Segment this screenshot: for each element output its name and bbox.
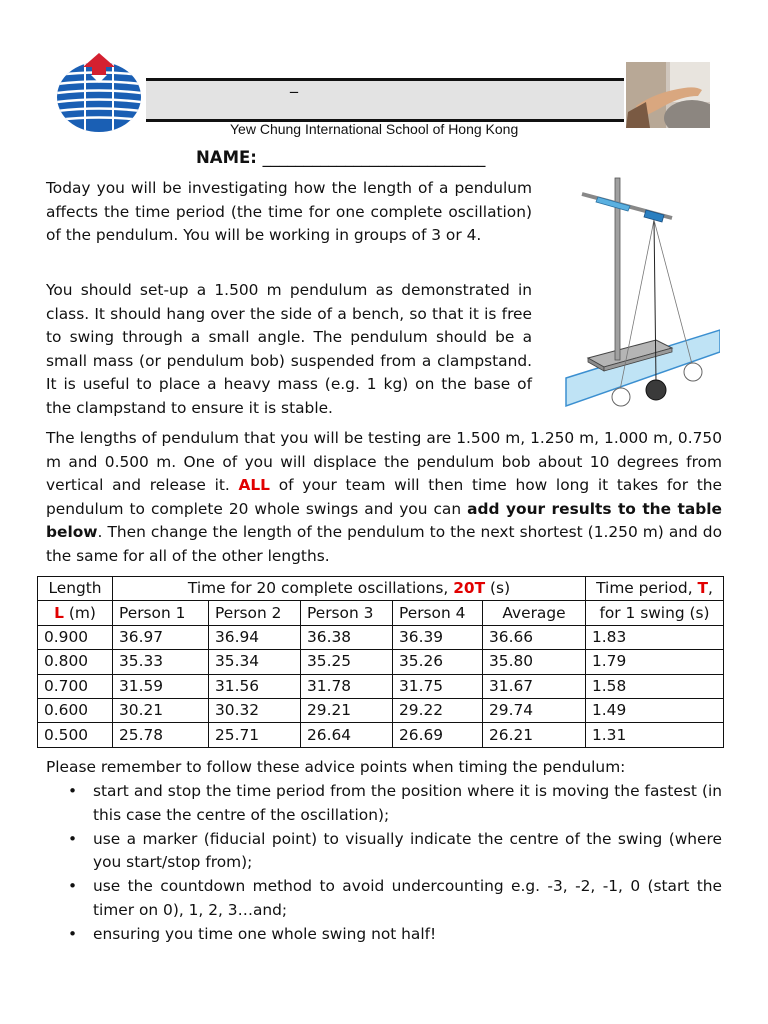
- time-header-symbol: 20T: [453, 579, 486, 598]
- advice-point-text: use a marker (fiducial point) to visually indicate the centre of the swing (where you start/stop from);: [93, 829, 722, 872]
- length-header: [38, 577, 113, 601]
- average-cell[interactable]: 35.80: [483, 650, 586, 674]
- person-4-cell[interactable]: 29.22: [393, 698, 483, 722]
- person-1-header: Person 1: [113, 601, 209, 625]
- person-1-cell[interactable]: 31.59: [113, 674, 209, 698]
- instructions-text-3: . Then change the length of the pendulum to the next shortest (1.250 m) and do the same for all of the other lengths.: [46, 523, 722, 565]
- advice-point-text: start and stop the time period from the position where it is moving the fastest (in this case the centre of the oscillation);: [93, 782, 722, 824]
- period-cell[interactable]: 1.58: [586, 674, 724, 698]
- time-header-unit: (s): [490, 579, 511, 598]
- person-4-cell[interactable]: 31.75: [393, 674, 483, 698]
- all-emphasis: ALL: [238, 476, 270, 495]
- length-symbol: L: [54, 603, 64, 622]
- period-header-comma: ,: [707, 579, 713, 598]
- list-item: [62, 875, 722, 922]
- length-cell[interactable]: 0.900: [38, 625, 113, 649]
- intro-paragraph-1: Today you will be investigating how the length of a pendulum affects the time period (the time for one complete oscillation) of the pendulum. You will be working in groups of 3 or 4.: [46, 179, 532, 245]
- length-cell[interactable]: 0.800: [38, 650, 113, 674]
- person-2-cell[interactable]: 35.34: [209, 650, 301, 674]
- person-3-cell[interactable]: 29.21: [301, 698, 393, 722]
- person-2-cell[interactable]: 25.71: [209, 723, 301, 747]
- intro-paragraph-2: You should set-up a 1.500 m pendulum as demonstrated in class. It should hang over the side of a bench, so that it is free to swing through a small angle. The pendulum should be a small mass (or pendulum bob) suspended from a clampstand. It is useful to place a heavy mass (e.g. 1 kg) on the base of the clampstand to ensure it is stable.: [46, 281, 532, 417]
- person-2-cell[interactable]: 30.32: [209, 698, 301, 722]
- bullet: •: [68, 829, 78, 848]
- school-logo: [55, 53, 143, 133]
- instructions-text-1: The lengths of pendulum that you will be testing are 1.500 m, 1.250 m, 1.000 m, 0.750 m and 0.500 m. One of you will displace the pendulum bob about 10 degrees from vertical and release it.: [46, 429, 722, 495]
- person-1-cell[interactable]: 25.78: [113, 723, 209, 747]
- length-cell[interactable]: 0.600: [38, 698, 113, 722]
- bullet: •: [68, 877, 78, 896]
- length-unit: (m): [68, 603, 96, 622]
- average-cell[interactable]: 31.67: [483, 674, 586, 698]
- bullet: •: [68, 925, 78, 944]
- length-cell[interactable]: 0.700: [38, 674, 113, 698]
- period-cell[interactable]: 1.79: [586, 650, 724, 674]
- average-cell[interactable]: 29.74: [483, 698, 586, 722]
- table-row: [38, 674, 724, 698]
- name-label: NAME:: [196, 148, 257, 167]
- time-header: [113, 577, 586, 601]
- list-item: [62, 923, 722, 947]
- name-blank: ___________________________: [262, 148, 486, 167]
- header-banner: [146, 78, 624, 122]
- table-row: [38, 698, 724, 722]
- length-cell[interactable]: 0.500: [38, 723, 113, 747]
- person-4-cell[interactable]: 36.39: [393, 625, 483, 649]
- person-3-cell[interactable]: 31.78: [301, 674, 393, 698]
- instructions-text-2: of your team will then time how long it takes for the pendulum to complete 20 whole swings and you can: [46, 476, 722, 518]
- person-3-header: Person 3: [301, 601, 393, 625]
- name-field[interactable]: [196, 148, 485, 167]
- average-header: Average: [483, 601, 586, 625]
- person-2-header: Person 2: [209, 601, 301, 625]
- period-header: [586, 577, 724, 601]
- list-item: [62, 828, 722, 875]
- period-subheader: for 1 swing (s): [586, 601, 724, 625]
- pendulum-photo: [626, 62, 710, 128]
- advice-list: [62, 780, 722, 947]
- school-name: Yew Chung International School of Hong Kong: [230, 121, 519, 137]
- average-cell[interactable]: 26.21: [483, 723, 586, 747]
- person-4-cell[interactable]: 35.26: [393, 650, 483, 674]
- period-header-symbol: T: [697, 579, 708, 598]
- average-cell[interactable]: 36.66: [483, 625, 586, 649]
- person-3-cell[interactable]: 26.64: [301, 723, 393, 747]
- person-2-cell[interactable]: 36.94: [209, 625, 301, 649]
- time-header-text: Time for 20 complete oscillations,: [187, 579, 454, 598]
- period-cell[interactable]: 1.49: [586, 698, 724, 722]
- period-header-text: Time period,: [596, 579, 698, 598]
- instructions-paragraph: [46, 427, 722, 569]
- results-table: [37, 576, 724, 748]
- table-row: [38, 650, 724, 674]
- person-1-cell[interactable]: 30.21: [113, 698, 209, 722]
- period-cell[interactable]: 1.31: [586, 723, 724, 747]
- period-cell[interactable]: 1.83: [586, 625, 724, 649]
- length-header-text: Length: [48, 579, 102, 598]
- length-subheader: [38, 601, 113, 625]
- table-row: [38, 625, 724, 649]
- advice-intro: Please remember to follow these advice points when timing the pendulum:: [46, 758, 626, 776]
- add-results-emphasis: add your results to the table below: [46, 499, 722, 542]
- person-1-cell[interactable]: 36.97: [113, 625, 209, 649]
- person-3-cell[interactable]: 35.25: [301, 650, 393, 674]
- person-2-cell[interactable]: 31.56: [209, 674, 301, 698]
- table-row: [38, 723, 724, 747]
- person-4-cell[interactable]: 26.69: [393, 723, 483, 747]
- list-item: [62, 780, 722, 827]
- person-1-cell[interactable]: 35.33: [113, 650, 209, 674]
- header-title-mark: _: [290, 74, 298, 93]
- person-4-header: Person 4: [393, 601, 483, 625]
- pendulum-apparatus-diagram: [560, 170, 720, 415]
- person-3-cell[interactable]: 36.38: [301, 625, 393, 649]
- advice-point-text: ensuring you time one whole swing not half!: [93, 925, 437, 944]
- bullet: •: [68, 782, 78, 800]
- advice-point-text: use the countdown method to avoid undercounting e.g. -3, -2, -1, 0 (start the timer on 0), 1, 2, 3…and;: [93, 877, 722, 919]
